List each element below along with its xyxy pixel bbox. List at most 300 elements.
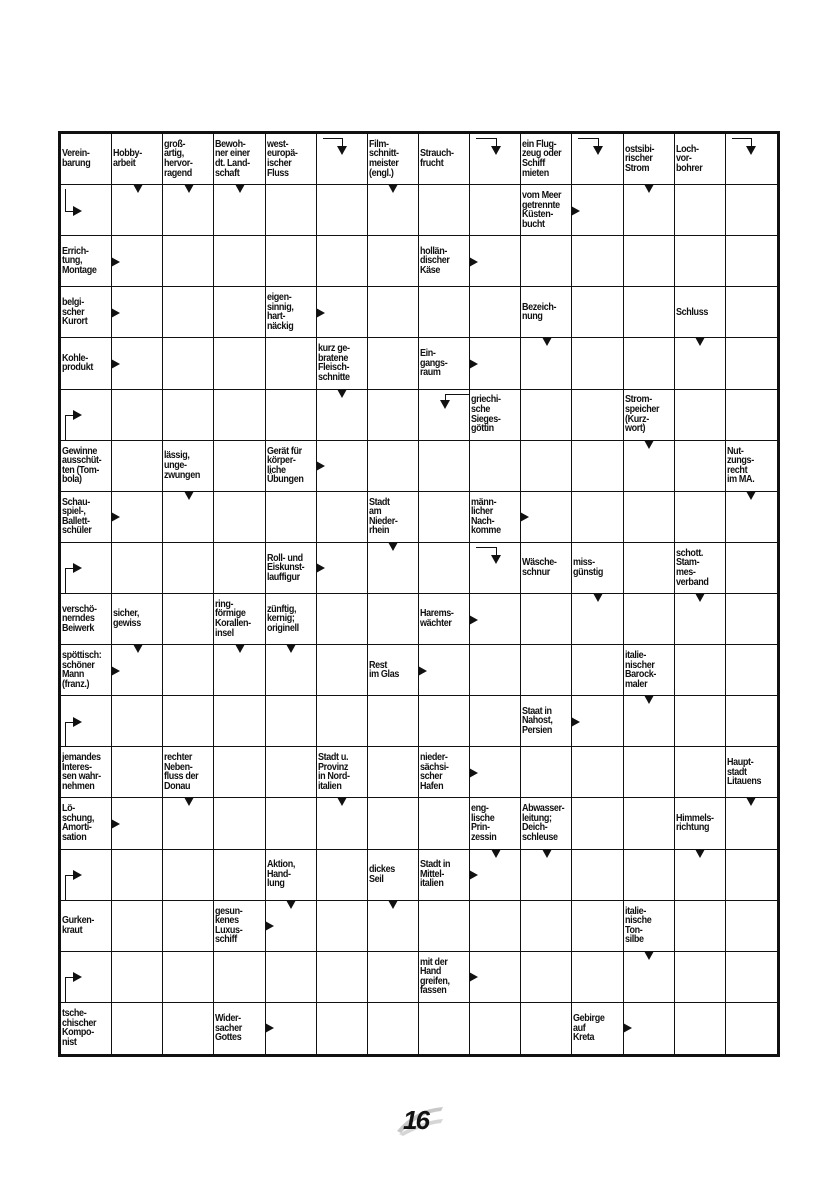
clue-text: west- europä- ischer Fluss	[266, 138, 298, 179]
answer-cell[interactable]	[624, 492, 675, 543]
clue-text: griechi- sche Sieges- göttin	[471, 394, 501, 435]
clue-text: Kohle- produkt	[62, 352, 93, 374]
clue-text: miss- günstig	[573, 557, 604, 578]
answer-cell[interactable]	[112, 543, 163, 594]
answer-cell[interactable]	[368, 543, 419, 594]
answer-cell[interactable]	[675, 492, 726, 543]
answer-cell[interactable]	[470, 287, 521, 338]
clue-text: sicher, gewiss	[113, 608, 141, 630]
arrow-down-icon	[491, 146, 501, 155]
arrow-right-icon	[73, 410, 82, 420]
answer-cell[interactable]	[419, 287, 470, 338]
answer-cell[interactable]	[726, 338, 777, 389]
answer-cell[interactable]	[112, 236, 163, 287]
arrow-down-icon	[337, 146, 347, 155]
answer-cell[interactable]	[675, 338, 726, 389]
answer-cell[interactable]	[521, 594, 572, 645]
clue-cell	[368, 492, 419, 543]
clue-text: Lö- schung, Amorti- sation	[62, 803, 94, 844]
clue-text: Strom- speicher (Kurz- wort)	[624, 394, 659, 435]
clue-cell	[214, 594, 265, 645]
answer-cell[interactable]	[163, 390, 214, 441]
answer-cell[interactable]	[317, 236, 368, 287]
answer-cell[interactable]	[61, 696, 112, 747]
clue-cell	[368, 134, 419, 185]
clue-cell	[61, 594, 112, 645]
answer-cell[interactable]	[726, 134, 777, 185]
answer-cell[interactable]	[521, 441, 572, 492]
answer-cell[interactable]	[112, 798, 163, 849]
answer-cell[interactable]	[419, 492, 470, 543]
answer-cell[interactable]	[624, 594, 675, 645]
answer-cell[interactable]	[214, 798, 265, 849]
answer-cell[interactable]	[572, 441, 623, 492]
clue-text: eigen- sinnig, hart- näckig	[266, 292, 294, 332]
answer-cell[interactable]	[572, 390, 623, 441]
arrow-right-icon	[73, 870, 82, 880]
answer-cell[interactable]	[521, 952, 572, 1003]
answer-cell[interactable]	[624, 441, 675, 492]
clue-cell	[521, 185, 572, 236]
answer-cell[interactable]	[368, 390, 419, 441]
answer-cell[interactable]	[266, 952, 317, 1003]
answer-cell[interactable]	[675, 236, 726, 287]
answer-cell[interactable]	[419, 901, 470, 952]
clue-text: italie- nische Ton- silbe	[624, 905, 651, 946]
clue-text: Gebirge auf Kreta	[573, 1013, 605, 1044]
answer-cell[interactable]	[266, 390, 317, 441]
answer-cell[interactable]	[470, 543, 521, 594]
answer-cell[interactable]	[214, 952, 265, 1003]
answer-cell[interactable]	[521, 747, 572, 798]
answer-cell[interactable]	[163, 594, 214, 645]
bent-arrow-icon	[61, 543, 112, 594]
answer-cell[interactable]	[214, 747, 265, 798]
answer-cell[interactable]	[726, 594, 777, 645]
answer-cell[interactable]	[368, 798, 419, 849]
clue-text: Strauch- frucht	[420, 148, 454, 170]
arrow-right-icon	[73, 972, 82, 982]
answer-cell[interactable]	[214, 645, 265, 696]
answer-cell[interactable]	[726, 1003, 777, 1054]
answer-cell[interactable]	[163, 798, 214, 849]
answer-cell[interactable]	[726, 696, 777, 747]
answer-cell[interactable]	[572, 338, 623, 389]
clue-cell	[572, 543, 623, 594]
answer-cell[interactable]	[368, 236, 419, 287]
answer-cell[interactable]	[419, 185, 470, 236]
answer-cell[interactable]	[163, 287, 214, 338]
clue-text: groß- artig, hervor- ragend	[164, 138, 193, 179]
answer-cell[interactable]	[368, 287, 419, 338]
answer-cell[interactable]	[572, 747, 623, 798]
clue-cell	[675, 134, 726, 185]
clue-cell	[419, 850, 470, 901]
clue-text: Gerät für körper- liche Übungen	[266, 445, 304, 486]
bent-arrow-icon	[61, 850, 112, 901]
answer-cell[interactable]	[368, 1003, 419, 1054]
clue-text: rechter Neben- fluss der Donau	[164, 752, 199, 792]
answer-cell[interactable]	[163, 492, 214, 543]
answer-cell[interactable]	[470, 134, 521, 185]
clue-text: mit der Hand greifen, fassen	[420, 956, 450, 997]
answer-cell[interactable]	[726, 287, 777, 338]
answer-cell[interactable]	[61, 543, 112, 594]
answer-cell[interactable]	[214, 338, 265, 389]
bent-arrow-icon	[61, 390, 112, 441]
answer-cell[interactable]	[624, 1003, 675, 1054]
crossword-grid	[58, 131, 780, 1057]
clue-cell	[419, 594, 470, 645]
answer-cell[interactable]	[470, 645, 521, 696]
clue-text: Bezeich- nung	[522, 301, 557, 323]
answer-cell[interactable]	[521, 492, 572, 543]
answer-cell[interactable]	[572, 594, 623, 645]
clue-cell	[470, 798, 521, 849]
answer-cell[interactable]	[368, 747, 419, 798]
clue-cell	[368, 645, 419, 696]
clue-cell	[163, 441, 214, 492]
answer-cell[interactable]	[214, 696, 265, 747]
answer-cell[interactable]	[214, 543, 265, 594]
answer-cell[interactable]	[572, 287, 623, 338]
answer-cell[interactable]	[317, 696, 368, 747]
answer-cell[interactable]	[112, 185, 163, 236]
answer-cell[interactable]	[112, 645, 163, 696]
clue-cell	[419, 134, 470, 185]
answer-cell[interactable]	[726, 645, 777, 696]
answer-cell[interactable]	[419, 390, 470, 441]
answer-cell[interactable]	[419, 798, 470, 849]
answer-cell[interactable]	[726, 185, 777, 236]
answer-cell[interactable]	[521, 850, 572, 901]
clue-text: zünftig, kernig; originell	[266, 603, 299, 634]
answer-cell[interactable]	[61, 185, 112, 236]
answer-cell[interactable]	[317, 134, 368, 185]
answer-cell[interactable]	[624, 952, 675, 1003]
clue-cell	[726, 747, 777, 798]
bent-arrow-icon	[726, 134, 777, 185]
answer-cell[interactable]	[163, 952, 214, 1003]
answer-cell[interactable]	[368, 901, 419, 952]
answer-cell[interactable]	[112, 901, 163, 952]
answer-cell[interactable]	[266, 338, 317, 389]
answer-cell[interactable]	[112, 952, 163, 1003]
clue-cell	[419, 747, 470, 798]
answer-cell[interactable]	[624, 185, 675, 236]
answer-cell[interactable]	[624, 543, 675, 594]
answer-cell[interactable]	[624, 236, 675, 287]
clue-text: italie- nischer Barock- maler	[624, 649, 656, 690]
answer-cell[interactable]	[112, 1003, 163, 1054]
answer-cell[interactable]	[675, 441, 726, 492]
answer-cell[interactable]	[214, 287, 265, 338]
answer-cell[interactable]	[61, 952, 112, 1003]
page-number	[395, 1103, 445, 1137]
clue-text: Bewoh- ner einer dt. Land- schaft	[215, 138, 251, 179]
clue-cell	[419, 952, 470, 1003]
answer-cell[interactable]	[470, 594, 521, 645]
clue-cell	[419, 236, 470, 287]
answer-cell[interactable]	[317, 441, 368, 492]
answer-cell[interactable]	[470, 441, 521, 492]
clue-cell	[61, 492, 112, 543]
answer-cell[interactable]	[572, 645, 623, 696]
answer-cell[interactable]	[317, 952, 368, 1003]
answer-cell[interactable]	[521, 338, 572, 389]
answer-cell[interactable]	[112, 441, 163, 492]
answer-cell[interactable]	[419, 441, 470, 492]
answer-cell[interactable]	[163, 901, 214, 952]
answer-cell[interactable]	[470, 338, 521, 389]
clue-cell	[266, 287, 317, 338]
answer-cell[interactable]	[368, 952, 419, 1003]
answer-cell[interactable]	[419, 543, 470, 594]
answer-cell[interactable]	[163, 338, 214, 389]
clue-cell	[521, 287, 572, 338]
answer-cell[interactable]	[368, 594, 419, 645]
answer-cell[interactable]	[214, 492, 265, 543]
answer-cell[interactable]	[214, 236, 265, 287]
answer-cell[interactable]	[470, 236, 521, 287]
bent-arrow-icon	[317, 134, 368, 185]
answer-cell[interactable]	[572, 850, 623, 901]
answer-cell[interactable]	[470, 952, 521, 1003]
answer-cell[interactable]	[419, 696, 470, 747]
clue-cell	[675, 543, 726, 594]
answer-cell[interactable]	[317, 798, 368, 849]
clue-cell	[521, 134, 572, 185]
answer-cell[interactable]	[266, 798, 317, 849]
answer-cell[interactable]	[214, 185, 265, 236]
clue-cell	[61, 1003, 112, 1054]
answer-cell[interactable]	[368, 696, 419, 747]
answer-cell[interactable]	[572, 134, 623, 185]
answer-cell[interactable]	[266, 1003, 317, 1054]
clue-text: Himmels- richtung	[675, 812, 714, 834]
answer-cell[interactable]	[675, 747, 726, 798]
answer-cell[interactable]	[675, 901, 726, 952]
answer-cell[interactable]	[521, 645, 572, 696]
answer-cell[interactable]	[266, 747, 317, 798]
answer-cell[interactable]	[61, 850, 112, 901]
answer-cell[interactable]	[572, 798, 623, 849]
clue-cell	[266, 543, 317, 594]
clue-cell	[61, 747, 112, 798]
answer-cell[interactable]	[163, 543, 214, 594]
clue-text: Ein- gangs- raum	[420, 348, 448, 379]
clue-text: ring- förmige Korallen- insel	[215, 598, 252, 639]
arrow-down-icon	[440, 400, 450, 409]
answer-cell[interactable]	[112, 747, 163, 798]
answer-cell[interactable]	[266, 185, 317, 236]
clue-text: lässig, unge- zwungen	[164, 450, 201, 481]
clue-cell	[521, 696, 572, 747]
answer-cell[interactable]	[112, 338, 163, 389]
answer-cell[interactable]	[266, 901, 317, 952]
answer-cell[interactable]	[521, 390, 572, 441]
answer-cell[interactable]	[726, 492, 777, 543]
answer-cell[interactable]	[675, 645, 726, 696]
answer-cell[interactable]	[317, 850, 368, 901]
bent-arrow-icon	[61, 952, 112, 1003]
clue-cell	[214, 1003, 265, 1054]
answer-cell[interactable]	[572, 185, 623, 236]
answer-cell[interactable]	[624, 747, 675, 798]
clue-cell	[675, 287, 726, 338]
clue-text: Stadt am Nieder- rhein	[368, 496, 398, 537]
answer-cell[interactable]	[470, 901, 521, 952]
clue-cell	[317, 747, 368, 798]
answer-cell[interactable]	[521, 1003, 572, 1054]
answer-cell[interactable]	[675, 696, 726, 747]
answer-cell[interactable]	[368, 185, 419, 236]
answer-cell[interactable]	[726, 390, 777, 441]
answer-cell[interactable]	[624, 696, 675, 747]
answer-cell[interactable]	[419, 1003, 470, 1054]
answer-cell[interactable]	[521, 236, 572, 287]
answer-cell[interactable]	[61, 390, 112, 441]
clue-cell	[61, 901, 112, 952]
clue-text: nieder- sächsi- scher Hafen	[420, 752, 449, 792]
answer-cell[interactable]	[572, 492, 623, 543]
clue-cell	[266, 850, 317, 901]
clue-text: belgi- scher Kurort	[62, 296, 88, 328]
answer-cell[interactable]	[368, 441, 419, 492]
answer-cell[interactable]	[624, 798, 675, 849]
clue-cell	[112, 594, 163, 645]
clue-text: schott. Stam- mes- verband	[675, 547, 709, 588]
answer-cell[interactable]	[112, 492, 163, 543]
arrow-right-icon	[73, 206, 82, 216]
clue-text: hollän- discher Käse	[420, 245, 450, 277]
answer-cell[interactable]	[624, 850, 675, 901]
answer-cell[interactable]	[112, 287, 163, 338]
clue-text: Schluss	[675, 306, 708, 318]
answer-cell[interactable]	[726, 901, 777, 952]
answer-cell[interactable]	[521, 901, 572, 952]
answer-cell[interactable]	[470, 1003, 521, 1054]
answer-cell[interactable]	[624, 338, 675, 389]
answer-cell[interactable]	[214, 390, 265, 441]
arrow-down-icon	[491, 555, 501, 564]
answer-cell[interactable]	[163, 185, 214, 236]
answer-cell[interactable]	[368, 338, 419, 389]
answer-cell[interactable]	[675, 952, 726, 1003]
clue-text: Abwasser- leitung; Deich- schleuse	[522, 803, 565, 844]
answer-cell[interactable]	[163, 850, 214, 901]
clue-cell	[61, 645, 112, 696]
arrow-right-icon	[73, 563, 82, 573]
bent-arrow-icon	[470, 543, 521, 594]
answer-cell[interactable]	[470, 696, 521, 747]
answer-cell[interactable]	[317, 543, 368, 594]
clue-text: dickes Seil	[368, 864, 395, 885]
clue-text: Staat in Nahost, Persien	[522, 705, 553, 737]
answer-cell[interactable]	[214, 441, 265, 492]
clue-text: Hobby- arbeit	[113, 148, 142, 170]
answer-cell[interactable]	[317, 901, 368, 952]
answer-cell[interactable]	[470, 747, 521, 798]
clue-cell	[624, 645, 675, 696]
answer-cell[interactable]	[317, 492, 368, 543]
answer-cell[interactable]	[419, 645, 470, 696]
answer-cell[interactable]	[317, 594, 368, 645]
clue-cell	[61, 798, 112, 849]
answer-cell[interactable]	[317, 390, 368, 441]
answer-cell[interactable]	[317, 1003, 368, 1054]
clue-cell	[214, 901, 265, 952]
clue-text: Wäsche- schnur	[522, 557, 557, 578]
clue-cell	[624, 390, 675, 441]
clue-cell	[266, 441, 317, 492]
clue-text: Errich- tung, Montage	[62, 245, 97, 277]
answer-cell[interactable]	[624, 287, 675, 338]
clue-cell	[163, 134, 214, 185]
answer-cell[interactable]	[163, 645, 214, 696]
answer-cell[interactable]	[675, 185, 726, 236]
clue-text: Schau- spiel-, Ballett- schüler	[62, 496, 92, 537]
answer-cell[interactable]	[470, 850, 521, 901]
bent-arrow-icon	[572, 134, 623, 185]
answer-cell[interactable]	[572, 901, 623, 952]
bent-arrow-icon	[61, 185, 112, 236]
clue-cell	[470, 390, 521, 441]
answer-cell[interactable]	[266, 645, 317, 696]
clue-cell	[163, 747, 214, 798]
clue-cell	[419, 338, 470, 389]
clue-cell	[521, 798, 572, 849]
answer-cell[interactable]	[163, 236, 214, 287]
answer-cell[interactable]	[470, 185, 521, 236]
answer-cell[interactable]	[214, 850, 265, 901]
answer-cell[interactable]	[675, 1003, 726, 1054]
answer-cell[interactable]	[726, 952, 777, 1003]
answer-cell[interactable]	[726, 850, 777, 901]
answer-cell[interactable]	[317, 185, 368, 236]
clue-text: ein Flug- zeug oder Schiff mieten	[522, 138, 562, 179]
clue-text: Haupt- stadt Litauens	[726, 756, 761, 788]
answer-cell[interactable]	[572, 236, 623, 287]
clue-text: Stadt in Mittel- italien	[420, 859, 451, 890]
answer-cell[interactable]	[112, 850, 163, 901]
answer-cell[interactable]	[163, 1003, 214, 1054]
answer-cell[interactable]	[726, 236, 777, 287]
clue-cell	[61, 287, 112, 338]
clue-cell	[266, 134, 317, 185]
answer-cell[interactable]	[572, 952, 623, 1003]
answer-cell[interactable]	[266, 492, 317, 543]
answer-cell[interactable]	[726, 798, 777, 849]
answer-cell[interactable]	[112, 696, 163, 747]
answer-cell[interactable]	[726, 543, 777, 594]
clue-text: männ- licher Nach- komme	[471, 496, 501, 537]
clue-cell	[266, 594, 317, 645]
clue-text: Verein- barung	[62, 148, 91, 170]
answer-cell[interactable]	[266, 236, 317, 287]
answer-cell[interactable]	[572, 696, 623, 747]
answer-cell[interactable]	[675, 850, 726, 901]
answer-cell[interactable]	[675, 594, 726, 645]
answer-cell[interactable]	[317, 645, 368, 696]
answer-cell[interactable]	[266, 696, 317, 747]
clue-cell	[726, 441, 777, 492]
answer-cell[interactable]	[675, 390, 726, 441]
clue-text: kurz ge- bratene Fleisch- schnitte	[317, 343, 350, 384]
answer-cell[interactable]	[112, 390, 163, 441]
answer-cell[interactable]	[163, 696, 214, 747]
answer-cell[interactable]	[317, 287, 368, 338]
